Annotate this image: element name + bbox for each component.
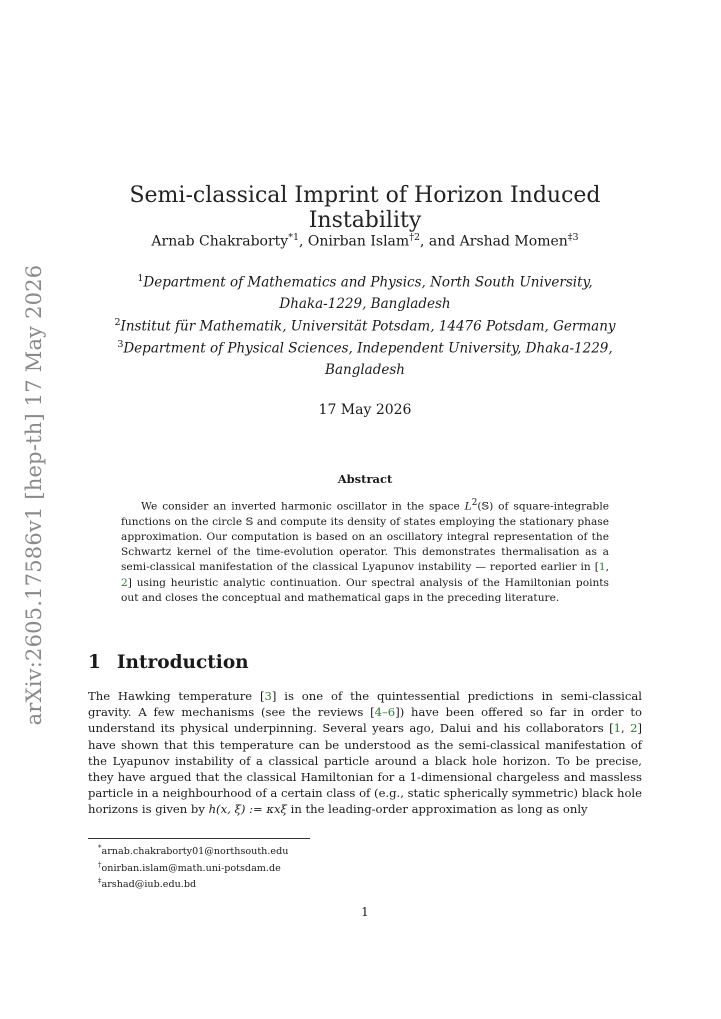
abstract-segment: ] using heuristic analytic continuation. Our spectral analysis of the Hamiltonian points out and closes the conceptual and mathematical gaps in the preceding literature. — [121, 576, 609, 604]
paper-title: Semi-classical Imprint of Horizon Induced Instability — [129, 183, 601, 233]
citation-link[interactable]: 2 — [630, 721, 638, 736]
footnote — [98, 842, 498, 859]
footnotes — [98, 842, 498, 892]
section-title: Introduction — [116, 652, 249, 673]
abstract-text — [121, 496, 609, 606]
affiliation-number: 3 — [117, 339, 124, 350]
arxiv-identifier: arXiv:2605.17586v1 [hep-th] 17 May 2026 — [22, 264, 46, 726]
author-mark: ‡3 — [567, 232, 579, 243]
author-mark: *1 — [288, 232, 300, 243]
footnote — [98, 875, 498, 892]
section-number: 1 — [88, 652, 101, 673]
footnote-email[interactable]: arnab.chakraborty01@northsouth.edu — [101, 846, 289, 858]
citation-link[interactable]: 4–6 — [374, 705, 396, 720]
footnote-mark: ‡ — [98, 877, 102, 886]
body-segment: The Hawking temperature [ — [88, 689, 265, 703]
author-list — [88, 232, 642, 250]
affiliation-line: Dhaka-1229, Bangladesh — [279, 295, 451, 312]
body-segment: ] have shown that this temperature can be understood as the semi-classical manifestation of the Lyapunov instability of a classical particle around a black hole horizon. To be precise, they have argued that the classical Hamiltonian for a 1-dimensional chargeless and massless particle in a neighbourhood of a certain class of (e.g., static spherically symmetric) black hole horizons is given by — [88, 721, 642, 817]
author-name: Arshad Momen — [459, 233, 568, 250]
footnote-mark: † — [98, 860, 102, 869]
affiliation-line: Department of Mathematics and Physics, North South University, — [143, 274, 593, 291]
affiliation-number: 2 — [114, 317, 121, 328]
body-segment: in the leading-order approximation as long as only — [286, 802, 588, 817]
affiliation-3 — [88, 334, 642, 381]
footnote — [98, 859, 498, 876]
affiliation-line: Department of Physical Sciences, Independent University, Dhaka-1229, — [123, 340, 613, 357]
citation-separator: , — [621, 721, 631, 736]
author-name: Arnab Chakraborty — [151, 233, 289, 250]
math-argument: (𝕊) — [477, 500, 494, 513]
footnote-email[interactable]: arshad@iub.edu.bd — [101, 879, 197, 891]
affiliation-line: Institut für Mathematik, Universität Potsdam, 14476 Potsdam, Germany — [120, 318, 616, 335]
author-name: Onirban Islam — [307, 233, 410, 250]
inline-formula: h(x, ξ) := κxξ — [208, 802, 287, 817]
body-segment: ]) have been offered so far in order to understand its physical underpinning. Several years ago, Dalui and his collaborators [ — [88, 705, 642, 736]
author-separator: , and — [419, 233, 460, 250]
citation-link[interactable]: 1 — [613, 721, 621, 736]
affiliation-number: 1 — [137, 273, 144, 284]
intro-paragraph — [88, 688, 642, 818]
citation-link[interactable]: 1 — [598, 561, 606, 574]
author-mark: †2 — [409, 232, 420, 243]
math-symbol: L — [464, 500, 472, 513]
citation-link[interactable]: 3 — [264, 689, 272, 703]
footnote-email[interactable]: onirban.islam@math.uni-potsdam.de — [101, 862, 281, 874]
paper-date: 17 May 2026 — [318, 402, 412, 418]
footnote-mark: * — [98, 844, 102, 852]
body-segment: ] is one of the quintessential predictions in semi-classical gravity. A few mechanisms (see the reviews [ — [88, 689, 642, 720]
affiliation-line: Bangladesh — [325, 361, 405, 378]
arxiv-sidebar — [14, 264, 54, 726]
abstract-heading: Abstract — [337, 472, 393, 486]
abstract-segment: We consider an inverted harmonic oscillator in the space — [141, 500, 465, 513]
page-number: 1 — [361, 905, 369, 919]
math-exponent: 2 — [471, 498, 478, 508]
author-separator: , — [299, 233, 308, 250]
affiliation-1 — [88, 268, 642, 315]
footnote-rule — [88, 838, 310, 839]
section-heading — [88, 652, 249, 673]
citation-separator: , — [605, 561, 609, 574]
abstract-segment: of square-integrable functions on the circle 𝕊 and compute its density of states employing the stationary phase approximation. Our computation is based on an oscillatory integral representation of the Schwartz kernel of the time-evolution operator. This demonstrates thermalisation as a semi-classical manifestation of the classical Lyapunov instability — reported earlier in [ — [121, 500, 609, 574]
citation-link[interactable]: 2 — [121, 576, 128, 589]
